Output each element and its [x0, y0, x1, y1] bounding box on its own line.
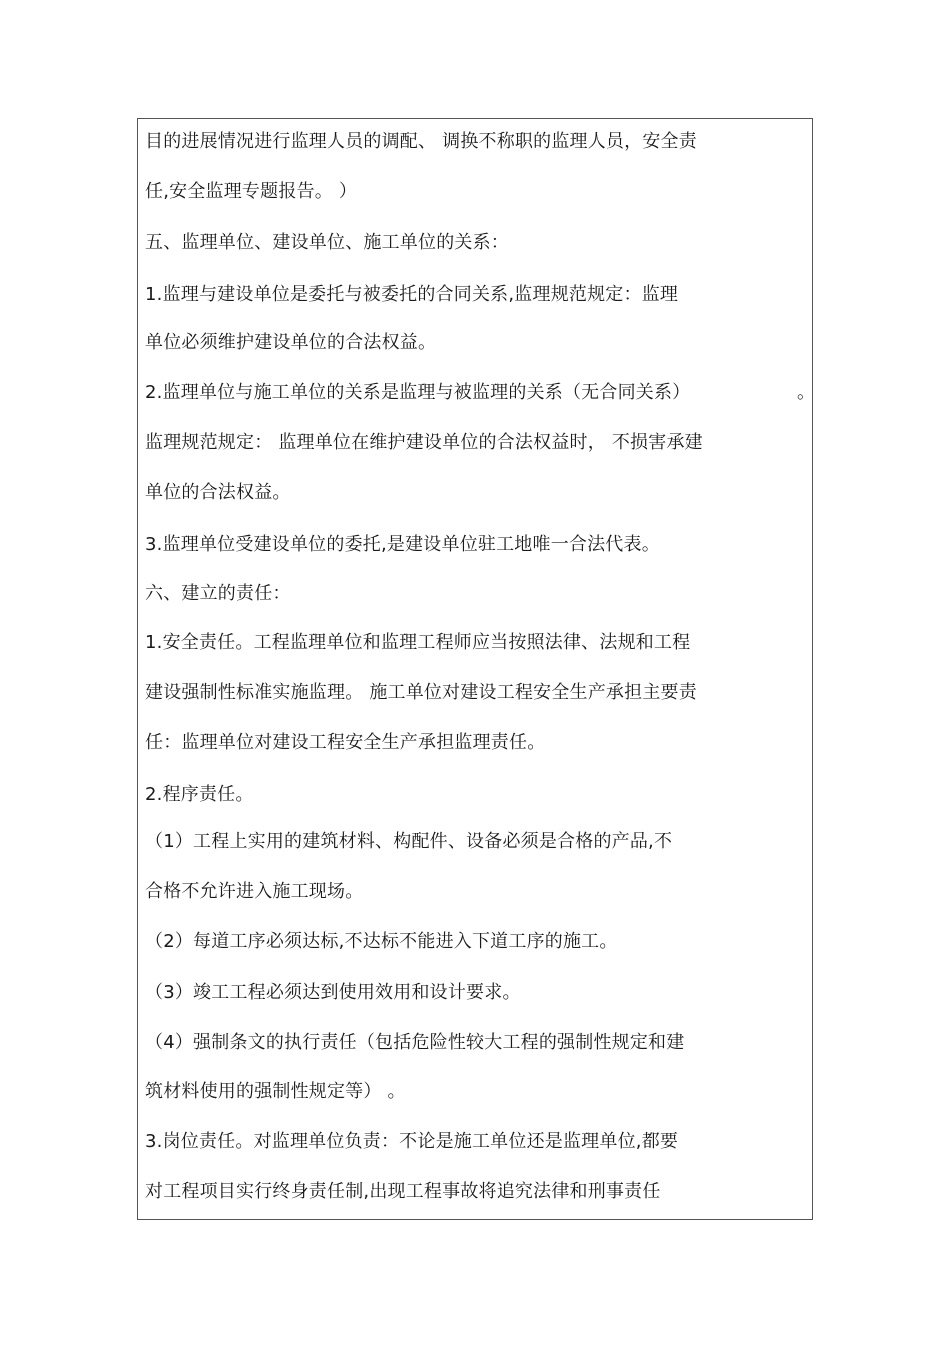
section-heading-five: 五、监理单位、建设单位、施工单位的关系：	[145, 232, 509, 253]
text-line-14: 2.程序责任。	[145, 784, 254, 805]
text-line-5: 单位必须维护建设单位的合法权益。	[145, 332, 437, 353]
text-line-18: （3）竣工工程必须达到使用效用和设计要求。	[145, 982, 521, 1003]
text-line-21: 3.岗位责任。对监理单位负责：不论是施工单位还是监理单位,都要	[145, 1131, 679, 1152]
text-line-12: 建设强制性标准实施监理。 施工单位对建设工程安全生产承担主要责	[145, 682, 697, 703]
text-line-6: 2.监理单位与施工单位的关系是监理与被监理的关系（无合同关系）	[145, 382, 691, 403]
text-line-9: 3.监理单位受建设单位的委托,是建设单位驻工地唯一合法代表。	[145, 534, 660, 555]
text-line-16: 合格不允许进入施工现场。	[145, 881, 364, 902]
text-line-7: 监理规范规定： 监理单位在维护建设单位的合法权益时， 不损害承建	[145, 432, 703, 453]
text-line-19: （4）强制条文的执行责任（包括危险性较大工程的强制性规定和建	[145, 1032, 685, 1053]
text-line-8: 单位的合法权益。	[145, 482, 291, 503]
text-line-4: 1.监理与建设单位是委托与被委托的合同关系,监理规范规定：监理	[145, 284, 679, 305]
text-line-1: 目的进展情况进行监理人员的调配、 调换不称职的监理人员，安全责	[145, 131, 697, 152]
text-line-15: （1）工程上实用的建筑材料、构配件、设备必须是合格的产品,不	[145, 831, 673, 852]
text-line-2: 任,安全监理专题报告。 ）	[145, 181, 358, 202]
text-line-20: 筑材料使用的强制性规定等） 。	[145, 1081, 406, 1102]
section-heading-six: 六、建立的责任：	[145, 583, 291, 604]
text-line-13: 任：监理单位对建设工程安全生产承担监理责任。	[145, 732, 546, 753]
text-line-22: 对工程项目实行终身责任制,出现工程事故将追究法律和刑事责任	[145, 1181, 661, 1202]
text-line-17: （2）每道工序必须达标,不达标不能进入下道工序的施工。	[145, 931, 618, 952]
text-line-11: 1.安全责任。工程监理单位和监理工程师应当按照法律、法规和工程	[145, 632, 691, 653]
trailing-period-mark: 。	[797, 382, 815, 403]
